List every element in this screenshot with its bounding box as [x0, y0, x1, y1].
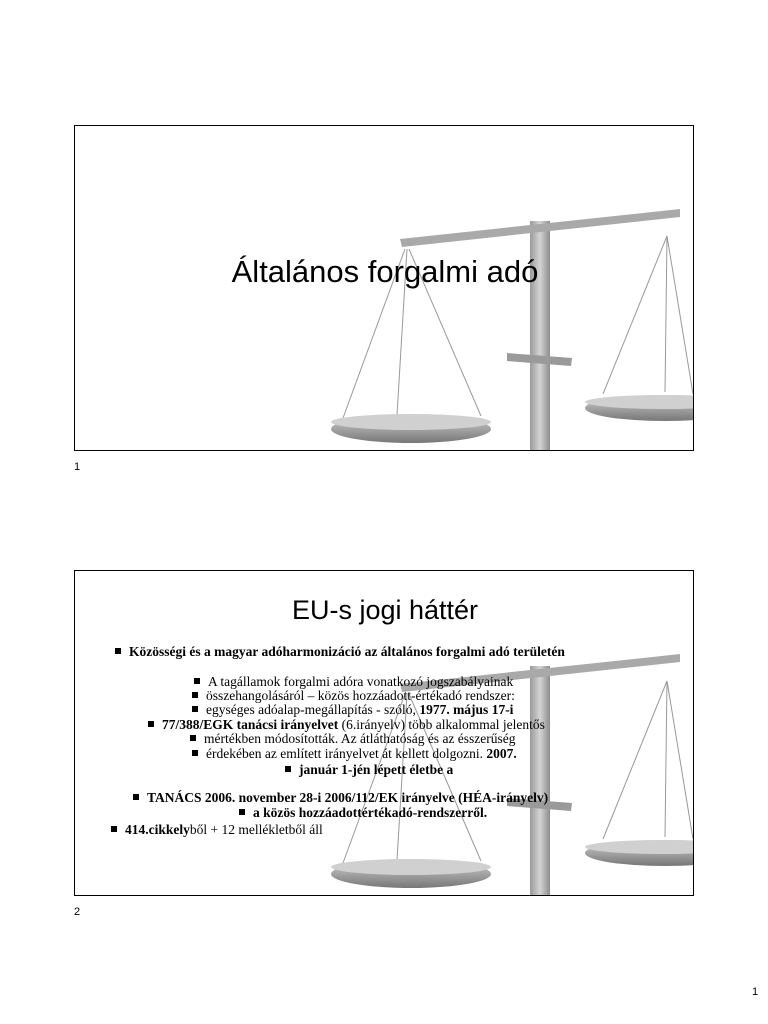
- bullet-square-icon: [111, 826, 117, 832]
- bullet-square-icon: [192, 750, 198, 756]
- bullet-square-icon: [148, 721, 154, 727]
- bullet-square-icon: [133, 794, 139, 800]
- bullet-square-icon: [190, 735, 196, 741]
- bullet-line: érdekében az említett irányelvet át kellett dolgozni. 2007.: [192, 746, 517, 762]
- bullet-square-icon: [285, 766, 291, 772]
- bullet-square-icon: [115, 648, 121, 654]
- bullet-line: Közösségi és a magyar adóharmonizáció az általános forgalmi adó területén: [115, 644, 565, 660]
- slide-title: EU-s jogi háttér: [291, 595, 479, 625]
- bullet-square-icon: [194, 678, 200, 684]
- slide-title: Általános forgalmi adó: [231, 254, 539, 289]
- bullet-line: 414.cikkelyből + 12 mellékletből áll: [111, 822, 323, 838]
- slide-1: [74, 125, 694, 451]
- bullet-line: 77/388/EGK tanácsi irányelvet (6.irányelv) több alkalommal jelentős: [148, 717, 545, 733]
- slide-2: [74, 570, 694, 896]
- bullet-line: a közös hozzáadottértékadó-rendszerről.: [239, 805, 487, 821]
- bullet-line: január 1-jén lépett életbe a: [285, 762, 453, 778]
- bullet-square-icon: [192, 692, 198, 698]
- bullet-line: A tagállamok forgalmi adóra vonatkozó jogszabályainak: [194, 674, 513, 690]
- slide-number: 1: [74, 461, 81, 473]
- bullet-line: összehangolásáról – közös hozzáadott-értékadó rendszer:: [192, 688, 515, 704]
- bullet-line: egységes adóalap-megállapítás - szóló, 1977. május 17-i: [192, 702, 513, 718]
- page-number: 1: [752, 986, 759, 998]
- bullet-line: mértékben módosították. Az átláthatóság és az ésszerűség: [190, 731, 516, 747]
- bullet-square-icon: [239, 809, 245, 815]
- bullet-line: TANÁCS 2006. november 28-i 2006/112/EK irányelve (HÉA-irányelv): [133, 790, 548, 806]
- slide-number: 2: [74, 906, 81, 918]
- bullet-square-icon: [192, 706, 198, 712]
